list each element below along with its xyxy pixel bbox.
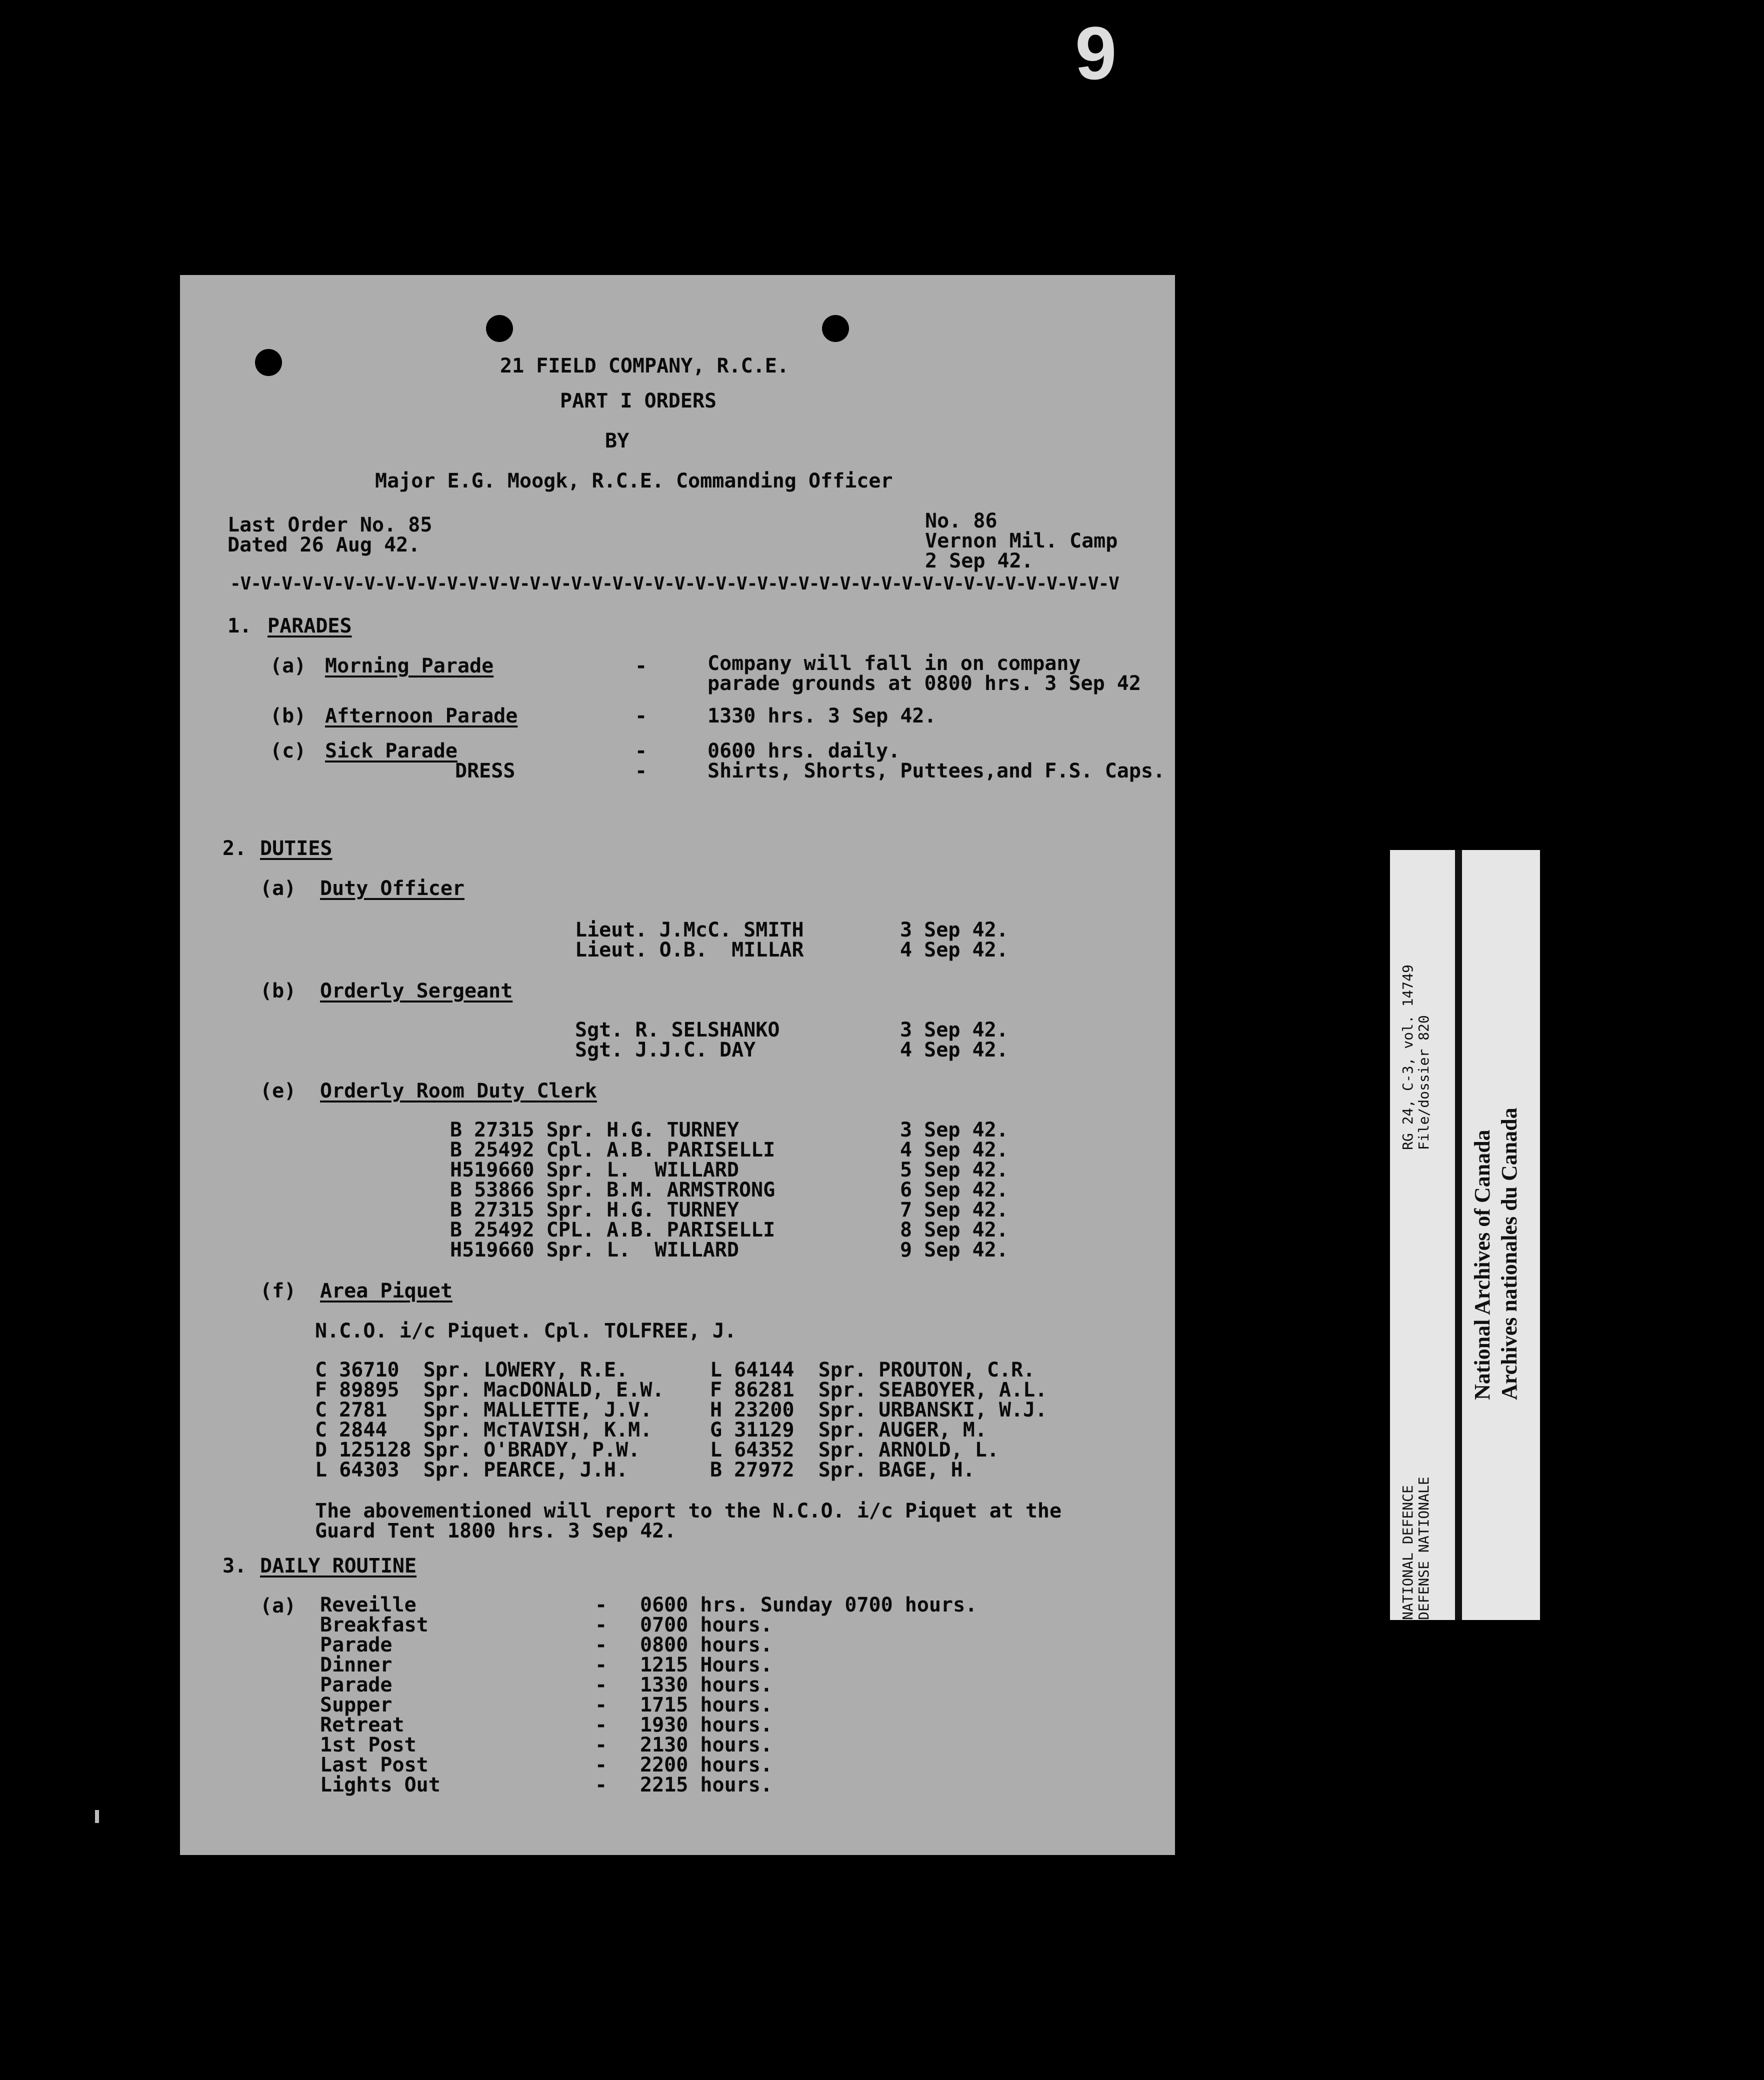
routine-event: Breakfast [320, 1614, 428, 1636]
clerk: B 53866 Spr. B.M. ARMSTRONG [450, 1178, 776, 1202]
punch-hole [255, 349, 282, 376]
clerk: H519660 Spr. L. WILLARD [450, 1238, 739, 1262]
item-letter: (e) [260, 1080, 296, 1102]
department-name-fr: DEFENSE NATIONALE [1416, 1476, 1432, 1620]
archive-file: File/dossier 820 [1416, 1015, 1432, 1150]
duty-date: 8 Sep 42. [900, 1218, 1008, 1242]
separator-line: -V-V-V-V-V-V-V-V-V-V-V-V-V-V-V-V-V-V-V-V-V-V-V-V-V-V-V-V-V-V-V-V-V-V-V-V-V-V-V-V-V-V-V [230, 574, 1119, 594]
dash: - [595, 1594, 608, 1616]
clerk: B 27315 Spr. H.G. TURNEY [450, 1198, 739, 1222]
orders-title: PART I ORDERS [560, 390, 717, 412]
duty-officer-title: Duty Officer [320, 877, 464, 900]
dash: - [595, 1694, 608, 1716]
clerk-title: Orderly Room Duty Clerk [320, 1080, 597, 1102]
order-page [180, 275, 1175, 1855]
piquet-member: H 23200 Spr. URBANSKI, W.J. [710, 1398, 1048, 1422]
routine-time: 0800 hours. [640, 1634, 772, 1656]
punch-hole [486, 315, 513, 342]
piquet-member: C 2844 Spr. McTAVISH, K.M. [315, 1418, 652, 1442]
orderly-sergeant: Sgt. R. SELSHANKO [575, 1018, 780, 1042]
duty-officer-names [575, 920, 804, 960]
dash: - [635, 654, 648, 678]
dash: - [635, 704, 648, 728]
piquet-member: F 89895 Spr. MacDONALD, E.W. [315, 1378, 664, 1402]
routine-time: 2130 hours. [640, 1734, 772, 1756]
item-letter: (f) [260, 1280, 296, 1302]
routine-event: Parade [320, 1674, 392, 1696]
routine-time: 0600 hrs. Sunday 0700 hours. [640, 1594, 978, 1616]
piquet-member: L 64303 Spr. PEARCE, J.H. [315, 1458, 628, 1482]
item-letter: (a) [260, 1594, 296, 1618]
routine-time: 1930 hours. [640, 1714, 772, 1736]
piquet-member: G 31129 Spr. AUGER, M. [710, 1418, 987, 1442]
dash: - [595, 1734, 608, 1756]
duty-date: 3 Sep 42. [900, 1018, 1008, 1042]
routine-event: Retreat [320, 1714, 404, 1736]
routine-time: 1215 Hours. [640, 1654, 772, 1676]
department-name-en: NATIONAL DEFENCE [1400, 1485, 1416, 1620]
routine-names [320, 1595, 440, 1795]
piquet-member: L 64352 Spr. ARNOLD, L. [710, 1438, 999, 1462]
parade-detail: 0600 hrs. daily. [708, 740, 900, 762]
archive-label [1390, 850, 1540, 1620]
duty-date: 5 Sep 42. [900, 1158, 1008, 1182]
clerk: B 25492 CPL. A.B. PARISELLI [450, 1218, 776, 1242]
piquet-note: Guard Tent 1800 hrs. 3 Sep 42. [315, 1520, 676, 1542]
dash: - [595, 1634, 608, 1656]
orderly-sergeant-names [575, 1020, 780, 1060]
parade-detail: parade grounds at 0800 hrs. 3 Sep 42 [708, 672, 1141, 695]
piquet-member: L 64144 Spr. PROUTON, C.R. [710, 1358, 1036, 1382]
section-number: 1. [228, 614, 252, 638]
last-order-date: Dated 26 Aug 42. [228, 534, 420, 556]
duty-date: 3 Sep 42. [900, 1118, 1008, 1142]
unit-heading: 21 FIELD COMPANY, R.C.E. [500, 354, 789, 378]
piquet-list-right [710, 1360, 1047, 1480]
routine-event: Lights Out [320, 1774, 440, 1796]
dress-label: DRESS [455, 760, 516, 782]
duty-date: 4 Sep 42. [900, 938, 1008, 962]
item-letter: (a) [270, 654, 306, 678]
piquet-member: D 125128 Spr. O'BRADY, P.W. [315, 1438, 640, 1462]
piquet-nco: N.C.O. i/c Piquet. Cpl. TOLFREE, J. [315, 1320, 736, 1342]
routine-dashes [595, 1595, 607, 1795]
routine-event: Supper [320, 1694, 392, 1716]
section-title-parades: PARADES [268, 614, 352, 638]
duty-date: 3 Sep 42. [900, 918, 1008, 942]
archives-name-en: National Archives of Canada [1470, 1130, 1494, 1400]
routine-event: Parade [320, 1634, 392, 1656]
dress-detail: Shirts, Shorts, Puttees,and F.S. Caps. [708, 760, 1166, 782]
order-date: 2 Sep 42. [925, 550, 1034, 572]
frame-number: 9 [1075, 11, 1122, 95]
duty-date: 4 Sep 42. [900, 1138, 1008, 1162]
dash: - [595, 1754, 608, 1776]
piquet-note: The abovementioned will report to the N.C.O. i/c Piquet at the [315, 1500, 1062, 1522]
orderly-sergeant: Sgt. J.J.C. DAY [575, 1038, 756, 1062]
duty-date: 4 Sep 42. [900, 1038, 1008, 1062]
dash: - [595, 1614, 608, 1636]
dash: - [595, 1714, 608, 1736]
order-number: No. 86 [925, 510, 998, 532]
orderly-sergeant-title: Orderly Sergeant [320, 980, 513, 1002]
punch-hole [822, 315, 849, 342]
duty-date: 7 Sep 42. [900, 1198, 1008, 1222]
routine-time: 2200 hours. [640, 1754, 772, 1776]
section-title-daily-routine: DAILY ROUTINE [260, 1554, 417, 1578]
clerk-names [450, 1120, 775, 1260]
item-letter: (c) [270, 740, 306, 762]
routine-event: Reveille [320, 1594, 416, 1616]
routine-event: Dinner [320, 1654, 392, 1676]
duty-date: 6 Sep 42. [900, 1178, 1008, 1202]
dash: - [595, 1774, 608, 1796]
archives-name-fr: Archives nationales du Canada [1497, 1108, 1522, 1400]
piquet-member: B 27972 Spr. BAGE, H. [710, 1458, 975, 1482]
item-letter: (a) [260, 877, 296, 900]
item-letter: (b) [260, 980, 296, 1002]
dash: - [635, 760, 648, 782]
routine-time: 2215 hours. [640, 1774, 772, 1796]
clerk: B 27315 Spr. H.G. TURNEY [450, 1118, 739, 1142]
dash: - [635, 740, 648, 762]
piquet-member: F 86281 Spr. SEABOYER, A.L. [710, 1378, 1048, 1402]
parade-name: Morning Parade [325, 654, 494, 678]
label-divider [1455, 850, 1462, 1620]
routine-time: 1715 hours. [640, 1694, 772, 1716]
piquet-member: C 36710 Spr. LOWERY, R.E. [315, 1358, 628, 1382]
clerk-dates [900, 1120, 1008, 1260]
duty-date: 9 Sep 42. [900, 1238, 1008, 1262]
piquet-list-left [315, 1360, 664, 1480]
area-piquet-title: Area Piquet [320, 1280, 452, 1302]
parade-detail: 1330 hrs. 3 Sep 42. [708, 704, 936, 728]
section-number: 3. [222, 1554, 247, 1578]
duty-officer: Lieut. J.McC. SMITH [575, 918, 804, 942]
clerk: H519660 Spr. L. WILLARD [450, 1158, 739, 1182]
by-line: BY [605, 430, 630, 452]
parade-name: Sick Parade [325, 740, 458, 762]
routine-times [640, 1595, 977, 1795]
item-letter: (b) [270, 704, 306, 728]
routine-time: 0700 hours. [640, 1614, 772, 1636]
clerk: B 25492 Cpl. A.B. PARISELLI [450, 1138, 776, 1162]
parade-detail: Company will fall in on company [708, 652, 1081, 675]
dash: - [595, 1674, 608, 1696]
archive-reference: RG 24, C-3, vol. 14749 [1400, 964, 1416, 1150]
duty-officer: Lieut. O.B. MILLAR [575, 938, 804, 962]
dash: - [595, 1654, 608, 1676]
routine-time: 1330 hours. [640, 1674, 772, 1696]
commanding-officer: Major E.G. Moogk, R.C.E. Commanding Officer [375, 470, 893, 492]
film-speck [95, 1810, 99, 1823]
duty-officer-dates [900, 920, 1008, 960]
orderly-sergeant-dates [900, 1020, 1008, 1060]
section-number: 2. [222, 837, 247, 860]
routine-event: 1st Post [320, 1734, 416, 1756]
piquet-member: C 2781 Spr. MALLETTE, J.V. [315, 1398, 652, 1422]
section-title-duties: DUTIES [260, 837, 332, 860]
routine-event: Last Post [320, 1754, 428, 1776]
parade-name: Afternoon Parade [325, 704, 518, 728]
order-location: Vernon Mil. Camp [925, 530, 1118, 552]
last-order: Last Order No. 85 [228, 514, 432, 536]
